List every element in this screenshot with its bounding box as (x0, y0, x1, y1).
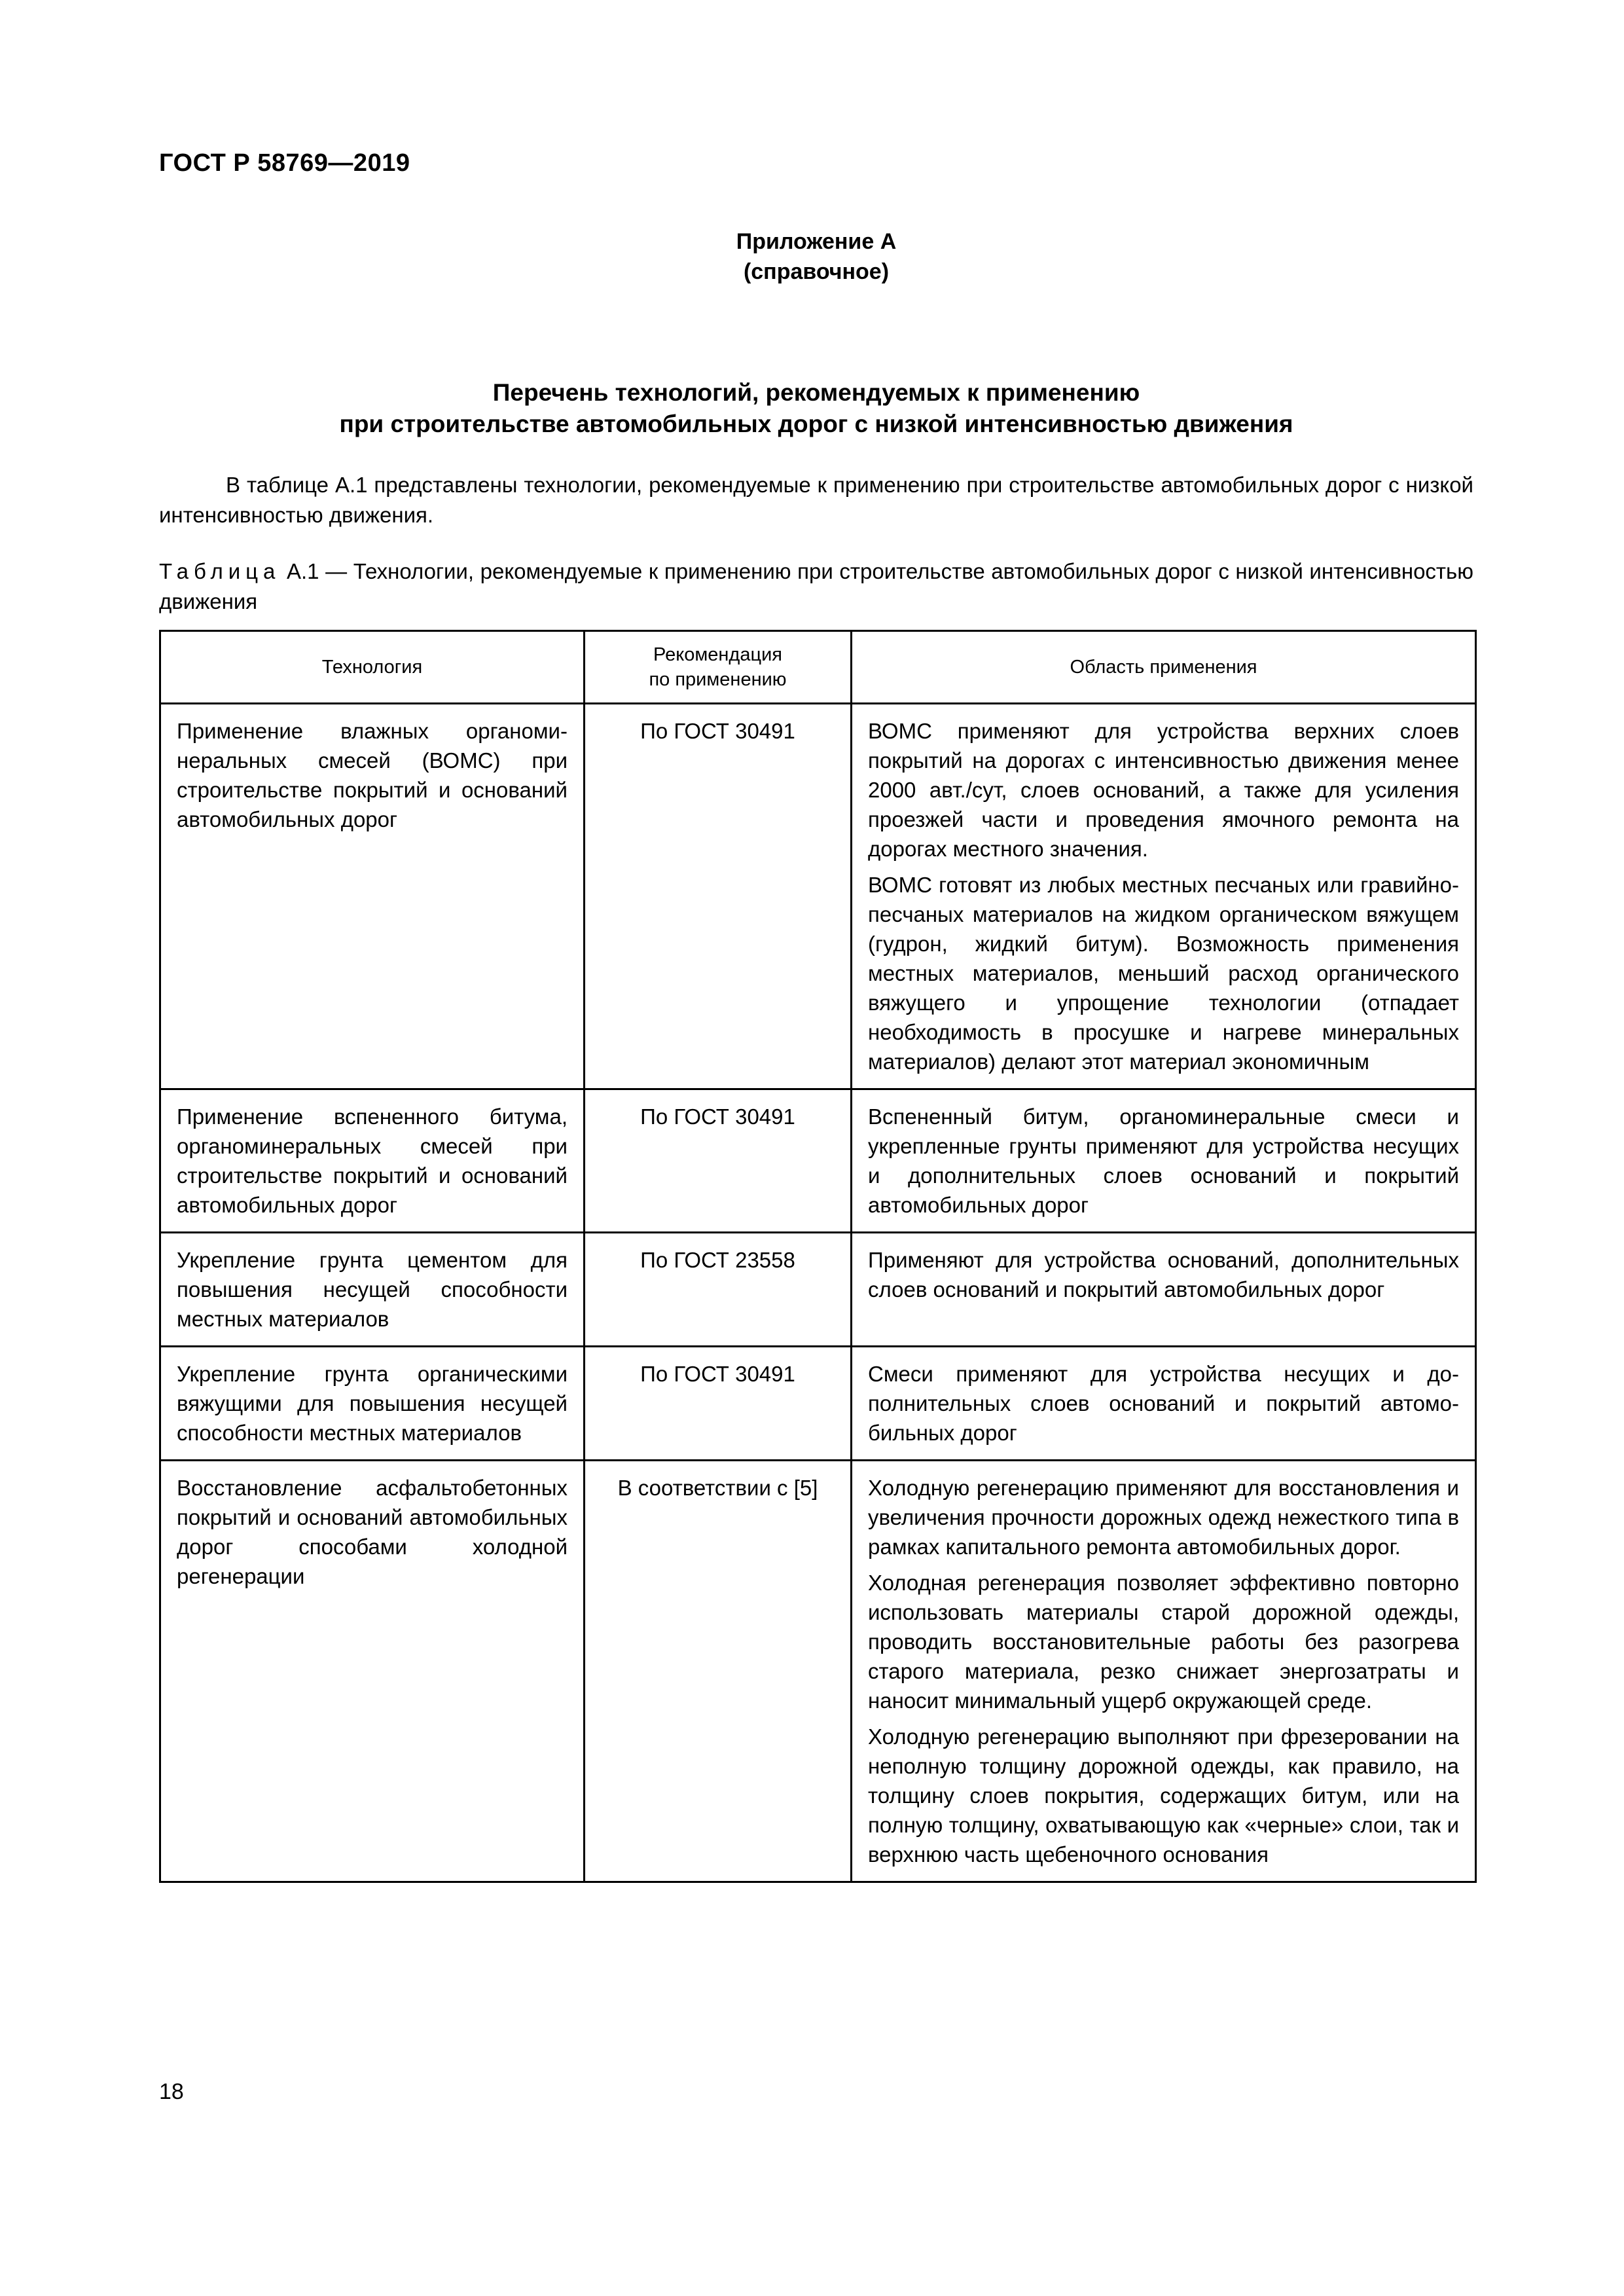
cell-area (852, 1089, 1476, 1233)
cell-area (852, 1461, 1476, 1882)
appendix-label: Приложение А (736, 229, 897, 254)
table-row (160, 1347, 1476, 1461)
area-paragraph: Применяют для устройства оснований, дополнительных слоев оснований и покрытий автомобильных дорог (868, 1248, 1459, 1302)
cell-recommendation: По ГОСТ 23558 (585, 1233, 852, 1347)
cell-area (852, 704, 1476, 1089)
area-paragraph: ВОМС применяют для устройства верхних слоев покрытий на дорогах с интенсивностью движения менее 2000 авт./сут, слоев оснований, а также для усиления проезжей части и проведения ямочного ремонта на дорогах местного значения. (868, 719, 1459, 861)
cell-technology: Применение вспененного битума, органоминеральных смесей при строительстве покрытий и оснований автомобильных дорог (160, 1089, 585, 1233)
intro-paragraph: В таблице А.1 представлены технологии, рекомендуемые к применению при строительстве автомобильных дорог с низкой интенсивностью движения. (159, 473, 1473, 527)
table-header-row (160, 631, 1476, 704)
page-title (159, 377, 1473, 440)
appendix-type: (справочное) (743, 259, 890, 284)
technologies-table (159, 630, 1477, 1883)
header-area: Область применения (852, 631, 1476, 704)
header-recommendation (585, 631, 852, 704)
cell-recommendation: По ГОСТ 30491 (585, 1089, 852, 1233)
table-caption-label: Таблица (159, 559, 281, 583)
table-row (160, 704, 1476, 1089)
area-paragraph: Холодную регенерацию применяют для восстановления и увеличения прочности дорожных одежд нежесткого типа в рамках капитального ремонта автомобильных дорог. (868, 1476, 1459, 1559)
cell-technology: Применение влажных органоминеральных смесей (ВОМС) при строительстве покрытий и оснований автомобильных дорог (160, 704, 585, 1089)
table-row (160, 1461, 1476, 1882)
appendix-heading (159, 227, 1473, 287)
title-line-2: при строительстве автомобильных дорог с низкой интенсивностью движения (339, 410, 1293, 437)
cell-technology: Укрепление грунта цементом для повышения несущей способности местных материалов (160, 1233, 585, 1347)
area-paragraph: ВОМС готовят из любых местных песчаных или гравийно-песчаных материалов на жидком органическом вяжущем (гудрон, жидкий битум). Возможность применения местных материалов, меньший расход органического вяжущего и упрощение технологии (отпадает необходимость в просушке и нагреве минеральных материалов) делают этот материал экономичным (868, 873, 1459, 1074)
cell-area (852, 1347, 1476, 1461)
area-paragraph: Холодную регенерацию выполняют при фрезеровании на неполную толщину дорожной одежды, как правило, на толщину слоев покрытия, содержащих битум, или на полную толщину, охватывающую как «черные» слои, так и верхнюю часть щебеночного основания (868, 1724, 1459, 1867)
table-row (160, 1233, 1476, 1347)
header-recommendation-line-1: Рекомендация (653, 644, 782, 665)
table-caption-text: А.1 — Технологии, рекомендуемые к применению при строительстве автомобильных дорог с низкой интенсивностью движения (159, 559, 1473, 613)
area-paragraph: Холодная регенерация позволяет эффективно повторно использовать материалы старой дорожной одежды, проводить восстановительные работы без разогрева старого материала, резко снижает энергозатраты и наносит минимальный ущерб окружающей среде. (868, 1571, 1459, 1713)
cell-technology: Укрепление грунта органическими вяжущими для повышения несущей способности местных материалов (160, 1347, 585, 1461)
header-recommendation-line-2: по применению (649, 669, 787, 690)
title-line-1: Перечень технологий, рекомендуемых к применению (492, 379, 1140, 406)
cell-technology: Восстановление асфальтобетонных покрытий и оснований автомобильных дорог способами холодной регенерации (160, 1461, 585, 1882)
area-paragraph: Вспененный битум, органоминеральные смеси и укрепленные грунты применяют для устройства несущих и дополнительных слоев оснований и покрытий автомобильных дорог (868, 1104, 1459, 1217)
table-row (160, 1089, 1476, 1233)
cell-recommendation: По ГОСТ 30491 (585, 704, 852, 1089)
table-caption (159, 556, 1473, 617)
header-technology: Технология (160, 631, 585, 704)
page-number: 18 (159, 2079, 184, 2104)
cell-area (852, 1233, 1476, 1347)
cell-recommendation: В соответствии с [5] (585, 1461, 852, 1882)
document-id: ГОСТ Р 58769—2019 (159, 149, 410, 177)
area-paragraph: Смеси применяют для устройства несущих и дополнительных слоев оснований и покрытий автомобильных дорог (868, 1362, 1459, 1445)
cell-recommendation: По ГОСТ 30491 (585, 1347, 852, 1461)
